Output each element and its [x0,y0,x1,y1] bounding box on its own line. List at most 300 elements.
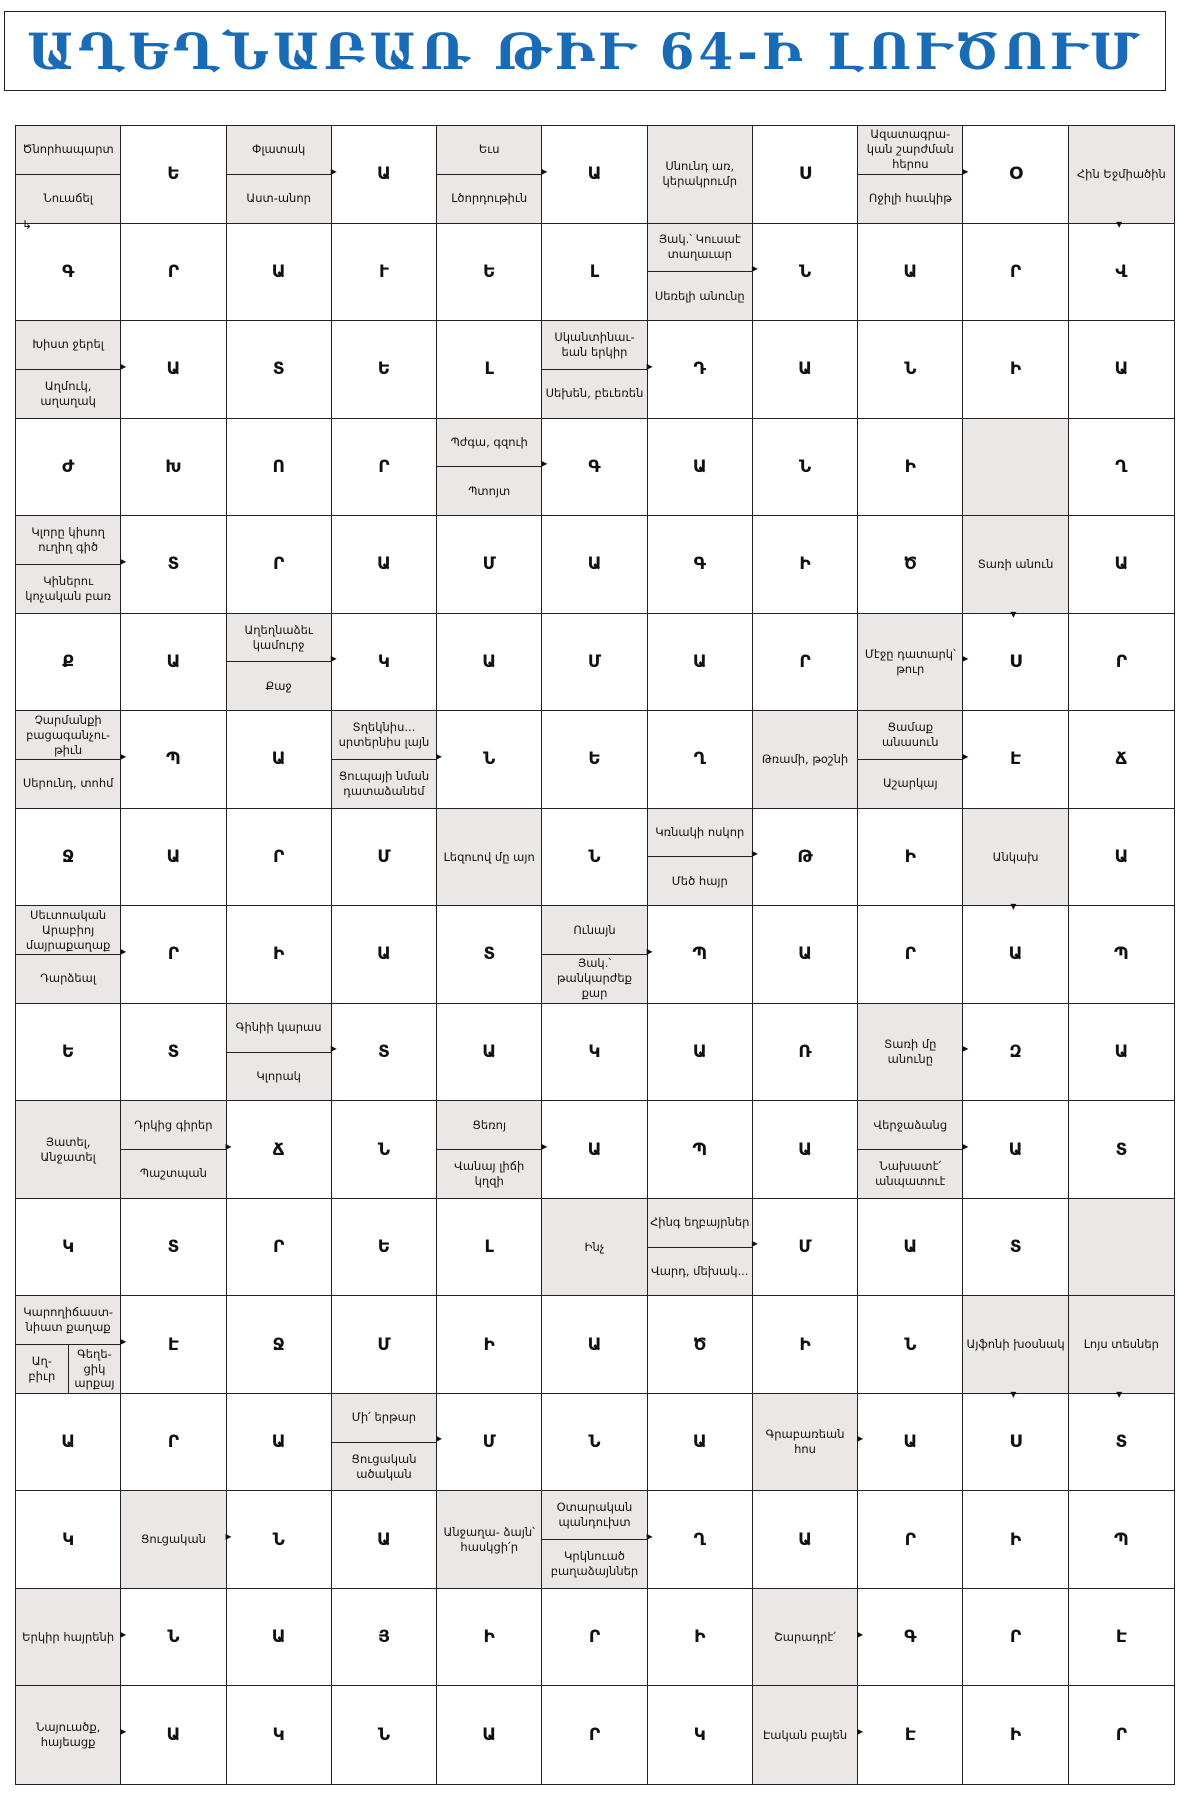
answer-cell [227,906,332,1004]
answer-cell [437,1589,542,1687]
answer-letter: Տ [167,1042,180,1063]
answer-letter: Պ [692,944,708,965]
answer-cell [542,1296,647,1394]
answer-letter: Ն [904,1334,917,1355]
clue-text: Աղմուկ, աղաղակ [16,369,120,418]
answer-letter: Վ [1115,261,1128,282]
answer-cell [1069,1394,1174,1492]
answer-cell [542,1686,647,1784]
answer-letter: Ն [588,1432,601,1453]
clue-text: Ծնորհապարտ [22,142,114,157]
clue-cell [858,1101,969,1199]
answer-letter: Ա [587,164,602,185]
answer-letter: Ա [798,1529,812,1550]
answer-letter: Ի [694,1627,706,1648]
answer-letter: Մ [798,1237,812,1258]
clue-text: Տառի անուն [977,556,1054,571]
answer-letter: Պ [166,749,181,770]
arrow-right-icon: ▸ [962,163,969,178]
answer-letter: Ե [61,1042,75,1063]
answer-letter: Ա [587,1334,602,1355]
clue-text: Մէջը դատարկ՝ թուր [864,646,956,676]
answer-letter: Ե [483,261,496,282]
answer-letter: Ր [378,456,390,477]
answer-cell [1069,419,1174,517]
clue-cell [16,711,127,809]
answer-cell [648,1394,753,1492]
clue-text: Աղ- բիւր [28,1354,56,1383]
answer-cell [227,809,332,907]
clue-box [753,1394,857,1491]
answer-letter: Ե [588,749,601,770]
answer-letter: Ա [166,1725,181,1746]
answer-letter: Ր [167,261,180,282]
answer-cell [963,1686,1068,1784]
answer-letter: Ա [482,651,497,672]
answer-cell [858,1491,963,1589]
arrow-right-icon: ▸ [751,1236,758,1251]
clue-box [858,1101,962,1198]
blank-cell [963,419,1068,517]
clue-cell [858,126,969,224]
answer-cell [437,516,542,614]
arrow-right-icon: ▸ [120,943,127,958]
answer-cell [753,224,858,322]
answer-cell [16,809,121,907]
clue-box [16,1101,120,1198]
answer-cell [121,1004,226,1102]
clue-cell [16,321,127,419]
answer-cell [963,1199,1068,1297]
answer-letter: Լ [484,359,494,380]
clue-box [858,614,962,711]
answer-cell [542,1394,647,1492]
answer-letter: Ր [273,554,285,575]
answer-letter: Ր [588,1725,601,1746]
clue-text: Կիներու կոչական բառ [16,564,120,613]
clue-cell [648,809,758,907]
answer-cell [332,1589,437,1687]
answer-cell [858,516,963,614]
answer-letter: Ա [1008,1139,1023,1160]
clue-cell [963,516,1068,621]
arrow-right-icon: ▸ [646,1529,653,1544]
answer-letter: Ա [377,944,391,965]
answer-letter: Ւ [379,261,389,282]
arrow-right-icon: ▸ [120,748,127,763]
answer-letter: Տ [378,1042,390,1063]
answer-cell [648,1004,753,1102]
answer-cell [227,1686,332,1784]
answer-letter: Ղ [693,1529,706,1550]
clue-text: Պժգա, գզուի [450,434,528,449]
answer-letter: Ի [483,1334,495,1355]
answer-cell [1069,516,1174,614]
answer-letter: Ի [483,1627,495,1648]
answer-cell [648,419,753,517]
answer-cell [753,516,858,614]
puzzle-title-box [4,11,1166,91]
answer-letter: Գ [588,456,601,477]
clue-text: Դրկից գիրեր [134,1117,213,1132]
clue-text: Ցուպայի նման դատաձանեմ [332,759,436,808]
clue-text: Գեղե- ցիկ արքայ [68,1345,121,1393]
clue-text: Էական բայեն [762,1727,848,1742]
clue-cell [648,1199,758,1297]
arrow-right-icon: ▸ [436,748,443,763]
clue-box [16,1296,120,1393]
clue-cell [963,809,1068,914]
answer-letter: Ս [798,164,812,185]
arrow-right-icon: ▸ [751,261,758,276]
answer-cell [753,321,858,419]
answer-letter: Ր [799,651,811,672]
answer-cell [963,224,1068,322]
answer-cell [332,126,437,224]
answer-cell [858,419,963,517]
answer-letter: Ե [377,359,391,380]
clue-text: Աստ-անոր [227,174,331,223]
answer-cell [542,126,647,224]
clue-text: Կլորակ [227,1052,331,1101]
answer-letter: Մ [377,1334,391,1355]
answer-letter: Տ [272,359,285,380]
clue-box [963,809,1067,906]
answer-cell [858,224,963,322]
answer-letter: Ա [798,359,812,380]
clue-cell [227,614,337,712]
clue-box [332,1394,436,1491]
arrow-right-icon: ▸ [330,651,337,666]
answer-letter: Տ [1115,1432,1128,1453]
arrow-right-icon: ▸ [751,846,758,861]
answer-letter: Ա [271,261,286,282]
answer-letter: Ն [798,456,812,477]
answer-cell [16,614,121,712]
answer-letter: Ա [271,1432,286,1453]
answer-letter: Ա [903,1432,918,1453]
answer-letter: Թ [797,846,813,867]
answer-letter: Ե [377,1237,391,1258]
crossword-grid [15,125,1175,1785]
answer-letter: Ա [903,261,918,282]
clue-text: Խիստ ջերել [32,337,104,352]
answer-cell [16,224,121,322]
answer-cell [332,224,437,322]
clue-text: Այֆոնի խօսնակ [966,1337,1065,1352]
arrow-down-icon: ▾ [1010,1386,1017,1401]
answer-cell [437,711,542,809]
answer-cell [332,614,437,712]
clue-cell [542,1491,653,1589]
clue-box [648,224,752,321]
clue-text: Պաշտպան [121,1149,225,1198]
clue-text: Նուաճել [16,174,120,223]
clue-cell [16,1589,127,1687]
answer-cell [121,1296,226,1394]
clue-text: Թռամի, թօշնի [761,751,849,766]
answer-letter: Ր [1009,1627,1022,1648]
answer-cell [542,614,647,712]
answer-letter: Ա [1114,846,1129,867]
answer-letter: Մ [482,554,496,575]
answer-letter: Ծ [693,1334,707,1355]
clue-text: Կարողիճաստ- նիատ քաղաք [23,1305,114,1335]
answer-cell [227,321,332,419]
answer-letter: Ս [1009,1432,1022,1453]
answer-letter: Ա [1008,944,1023,965]
answer-cell [648,516,753,614]
answer-cell [1069,1491,1174,1589]
answer-letter: Ա [377,1529,391,1550]
clue-cell [1069,1296,1174,1401]
answer-letter: Տ [483,944,496,965]
clue-cell [753,1394,864,1492]
answer-letter: Ք [62,651,75,672]
answer-letter: Ի [1009,1529,1022,1550]
answer-letter: Ի [799,1334,811,1355]
clue-text: Տղեկնիս... սրտերնիս լայն [338,720,430,750]
answer-letter: Ն [798,261,812,282]
arrow-right-icon: ▸ [120,553,127,568]
answer-cell [227,1491,332,1589]
answer-letter: Պ [692,1139,708,1160]
clue-cell [16,1101,121,1199]
answer-letter: Ն [377,1725,391,1746]
arrow-right-icon: ▸ [120,358,127,373]
answer-cell [1069,1101,1174,1199]
answer-letter: Ա [1114,359,1129,380]
clue-text: Աշարկայ [858,759,962,808]
clue-text: Յակ.՝ թանկարժեք քար [542,954,646,1003]
clue-text: Ինչ [584,1239,605,1254]
answer-cell [1069,321,1174,419]
answer-cell [648,321,753,419]
clue-text: Անկախ [992,849,1039,864]
arrow-right-icon: ▸ [857,1626,864,1641]
answer-letter: Դ [693,359,706,380]
answer-cell [753,126,858,224]
answer-letter: Ա [1114,554,1129,575]
arrow-right-icon: ▸ [225,1138,232,1153]
answer-cell [858,906,963,1004]
answer-cell [753,1491,858,1589]
answer-letter: Տ [1009,1237,1022,1258]
arrow-right-icon: ▸ [646,358,653,373]
answer-cell [963,321,1068,419]
split-clue-row [16,1344,120,1393]
arrow-right-icon: ▸ [225,1529,232,1544]
answer-letter: Ա [377,554,391,575]
answer-cell [227,1296,332,1394]
answer-cell [121,321,226,419]
clue-text: Նախատէ՛ անպատուէ [858,1149,962,1198]
answer-cell [121,1199,226,1297]
clue-box [753,1686,857,1784]
answer-letter: Ա [271,1627,286,1648]
answer-cell [963,711,1068,809]
clue-text: Սերունդ, տոհմ [16,759,120,808]
answer-letter: Ե [167,164,180,185]
arrow-down-icon: ▾ [1010,899,1017,914]
answer-cell [332,1101,437,1199]
answer-letter: Ա [692,1042,707,1063]
clue-box [121,1101,225,1198]
answer-letter: Ր [273,1237,285,1258]
answer-letter: Ի [904,846,916,867]
answer-letter: Ա [692,1432,707,1453]
arrow-right-icon: ▸ [962,748,969,763]
clue-text: Ցեռոյ [472,1117,507,1132]
arrow-down-icon: ▾ [1116,216,1123,231]
clue-text: Կրկնուած բաղաձայններ [542,1539,646,1588]
answer-cell [542,419,647,517]
clue-box [648,1199,752,1296]
answer-cell [753,906,858,1004]
answer-letter: Ի [799,554,811,575]
clue-box [858,1004,962,1101]
answer-cell [858,1686,963,1784]
answer-letter: Կ [588,1042,601,1063]
answer-letter: Ղ [1115,456,1128,477]
answer-cell [858,1589,963,1687]
answer-letter: Լ [484,1237,494,1258]
clue-text: Վարդ, մեխակ... [648,1247,752,1296]
answer-cell [437,1199,542,1297]
answer-cell [121,1589,226,1687]
answer-cell [227,419,332,517]
blank-cell [1069,1199,1174,1297]
arrow-right-icon: ▸ [330,163,337,178]
answer-letter: Լ [589,261,600,282]
answer-cell [332,419,437,517]
clue-box [16,516,120,613]
answer-cell [648,1101,753,1199]
clue-cell [858,711,969,809]
clue-text: Լեզուով մը այո [443,849,535,864]
answer-letter: Ի [273,944,285,965]
answer-cell [753,809,858,907]
answer-cell [121,711,226,809]
answer-letter: Ի [1009,359,1022,380]
arrow-right-icon: ▸ [962,1138,969,1153]
clue-text: Աղեղնաձեւ կամուրջ [244,622,313,652]
answer-cell [437,224,542,322]
answer-letter: Ն [904,359,917,380]
answer-letter: Զ [1009,1042,1022,1063]
answer-cell [858,1296,963,1394]
clue-cell [648,126,753,224]
clue-text: Չարմանքի բացագանչու- թիւն [26,712,111,757]
answer-cell [648,1589,753,1687]
answer-cell [437,1004,542,1102]
answer-cell [1069,1589,1174,1687]
clue-box [227,1004,331,1101]
answer-cell [753,1101,858,1199]
clue-cell [437,1101,548,1199]
answer-letter: Ս [1009,651,1022,672]
clue-box [121,1491,225,1588]
clue-text: Շարադրէ՛ [774,1629,836,1644]
answer-cell [648,614,753,712]
answer-cell [1069,711,1174,809]
answer-cell [858,809,963,907]
answer-cell [1069,614,1174,712]
answer-cell [121,809,226,907]
answer-cell [542,516,647,614]
arrow-elbow-icon: ↳ [22,217,33,232]
clue-cell [753,1686,864,1784]
answer-letter: Կ [693,1725,706,1746]
clue-text: Վերջաձանց [873,1117,948,1132]
answer-cell [121,906,226,1004]
arrow-right-icon: ▸ [857,1431,864,1446]
answer-cell [121,1686,226,1784]
answer-letter: Ղ [693,749,706,770]
clue-text: Ցուցական [140,1532,206,1547]
answer-letter: Ժ [61,456,75,477]
clue-text: Հինգ եղբայրներ [650,1215,750,1230]
clue-text: Սկանտինաւ- եան երկիր [554,329,635,359]
answer-cell [227,516,332,614]
clue-cell [1069,126,1174,231]
answer-cell [332,1686,437,1784]
clue-cell [542,906,653,1004]
answer-cell [542,809,647,907]
answer-letter: Ն [167,1627,180,1648]
answer-cell [963,1589,1068,1687]
clue-cell [437,1491,542,1589]
answer-letter: Ն [272,1529,285,1550]
clue-box [1069,126,1174,223]
answer-cell [437,1394,542,1492]
clue-text: Սեռելի անունը [648,271,752,320]
answer-cell [121,419,226,517]
answer-cell [648,1491,753,1589]
answer-cell [753,419,858,517]
answer-letter: Օ [1009,164,1023,185]
clue-box [227,614,331,711]
answer-letter: Կ [62,1529,75,1550]
answer-letter: Ա [61,1432,76,1453]
clue-cell [227,126,337,224]
clue-cell [121,1491,232,1589]
answer-cell [648,1686,753,1784]
answer-cell [753,1004,858,1102]
answer-letter: Տ [167,554,180,575]
clue-text: Ազատագրա- կան շարժման հերոս [866,127,954,172]
answer-letter: Ր [1115,1725,1128,1746]
clue-cell [121,1101,232,1199]
clue-cell [227,1004,337,1102]
clue-text: Մեծ հայր [648,856,752,905]
answer-cell [1069,809,1174,907]
answer-cell [963,1491,1068,1589]
answer-cell [16,1394,121,1492]
answer-letter: Ր [167,1432,180,1453]
answer-cell [227,711,332,809]
answer-letter: Ա [166,846,181,867]
puzzle-title: ԱՂԵՂՆԱԲԱՌ ԹԻՒ 64-Ի ԼՈՒԾՈՒՄ [27,21,1143,81]
arrow-right-icon: ▸ [541,1138,548,1153]
answer-letter: Ռ [798,1042,812,1063]
arrow-right-icon: ▸ [646,943,653,958]
clue-box [437,809,541,906]
answer-letter: Ն [483,749,496,770]
answer-letter: Ի [1009,1725,1022,1746]
answer-letter: Ր [904,944,916,965]
answer-letter: Մ [587,651,602,672]
